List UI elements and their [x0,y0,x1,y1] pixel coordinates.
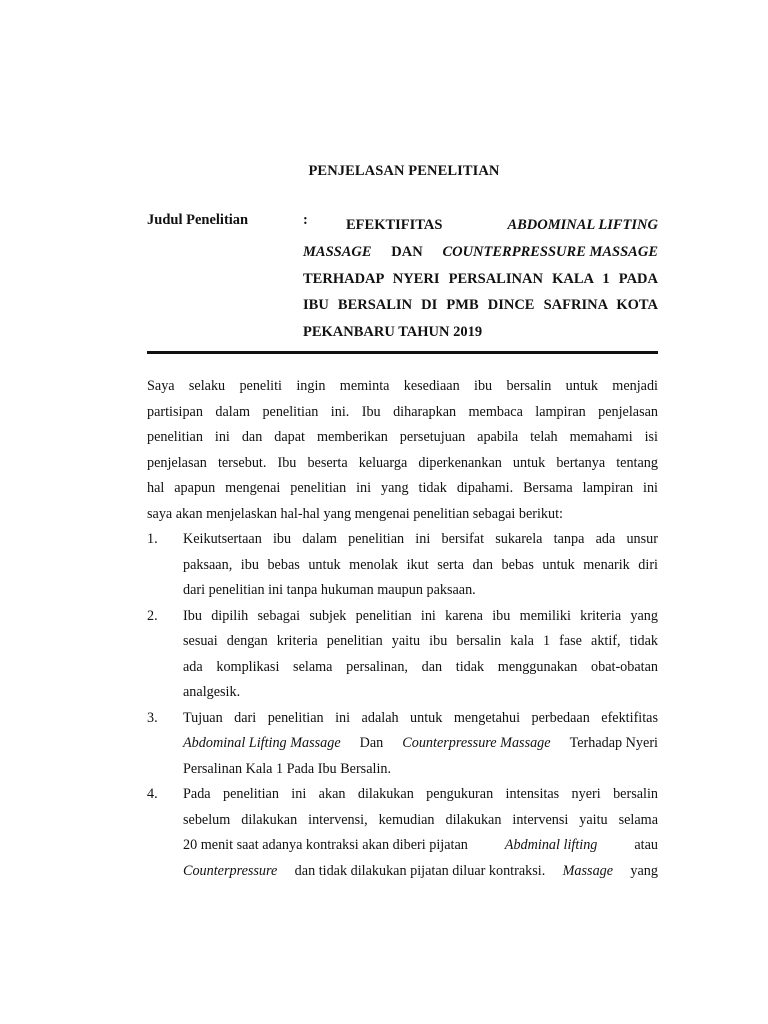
intro-paragraph [147,376,658,529]
paragraph-line: Ibu dipilih sebagai subjek penelitian ini karena ibu memiliki kriteria yang [183,607,658,624]
list-item [147,529,658,606]
research-title-line [303,212,658,239]
paragraph-line: Keikutsertaan ibu dalam penelitian ini bersifat sukarela tanpa ada unsur [183,531,658,547]
title-text: DAN [391,243,423,260]
list-number: 2. [147,607,158,624]
title-text: IBU BERSALIN DI PMB DINCE SAFRINA KOTA [303,297,658,314]
paragraph-line: 20 menit saat adanya kontraksi akan diberi pijatan Abdminal lifting atau [183,837,658,853]
title-text-italic: MASSAGE [303,243,372,260]
list-number: 3. [147,709,158,726]
title-text: PEKANBARU TAHUN 2019 [303,324,483,341]
paragraph-line: analgesik. [183,684,241,700]
paragraph-line: Counterpressure dan tidak dilakukan pijatan diluar kontraksi. Massage yang [183,862,658,879]
title-text-italic: COUNTERPRESSURE MASSAGE [442,243,658,260]
paragraph-line: penjelasan tersebut. Ibu beserta keluarga diperkenankan untuk bertanya tentang [147,454,658,471]
paragraph-line: saya akan menjelaskan hal-hal yang mengenai penelitian sebagai berikut: [147,505,564,522]
list-item [147,606,658,708]
paragraph-line: paksaan, ibu bebas untuk menolak ikut serta dan bebas untuk menarik diri [183,556,658,573]
paragraph-line: Abdominal Lifting Massage Dan Counterpressure Massage Terhadap Nyeri [183,735,658,751]
list-item [147,784,658,886]
paragraph-line: Persalinan Kala 1 Pada Ibu Bersalin. [183,760,392,777]
research-title-line [303,292,658,319]
paragraph-line: partisipan dalam penelitian ini. Ibu diharapkan membaca lampiran penjelasan [147,403,658,420]
paragraph-line: dari penelitian ini tanpa hukuman maupun paksaan. [183,582,476,598]
paragraph-line: sesuai dengan kriteria penelitian yaitu ibu bersalin kala 1 fase aktif, tidak [183,633,658,649]
page-title: PENJELASAN PENELITIAN [308,163,500,179]
research-title-line [303,319,658,346]
research-title-line [303,266,658,293]
research-title-line [303,239,658,266]
list-item [147,708,658,785]
paragraph-line: hal apapun mengenai penelitian ini yang tidak dipahami. Bersama lampiran ini [147,480,658,496]
paragraph-line: Tujuan dari penelitian ini adalah untuk mengetahui perbedaan efektifitas [183,709,658,726]
paragraph-line: ada komplikasi selama persalinan, dan tidak menggunakan obat-obatan [183,658,658,675]
research-title-label: Judul Penelitian [147,212,249,228]
title-text: TERHADAP NYERI PERSALINAN KALA 1 PADA [303,270,658,287]
paragraph-line: sebelum dilakukan intervensi, kemudian dilakukan intervensi yaitu selama [183,811,658,828]
list-number: 1. [147,531,158,547]
horizontal-divider [147,351,658,354]
list-number: 4. [147,786,158,802]
paragraph-line: Pada penelitian ini akan dilakukan pengukuran intensitas nyeri bersalin [183,786,658,802]
title-text: EFEKTIFITAS [346,217,443,233]
paragraph-line: Saya selaku peneliti ingin meminta kesediaan ibu bersalin untuk menjadi [147,378,658,394]
research-title-colon: : [303,212,308,228]
title-text-italic: ABDOMINAL LIFTING [507,217,658,233]
paragraph-line: penelitian ini dan dapat memberikan persetujuan apabila telah memahami isi [147,429,658,445]
research-title-value [303,212,658,346]
document-body [147,376,658,886]
